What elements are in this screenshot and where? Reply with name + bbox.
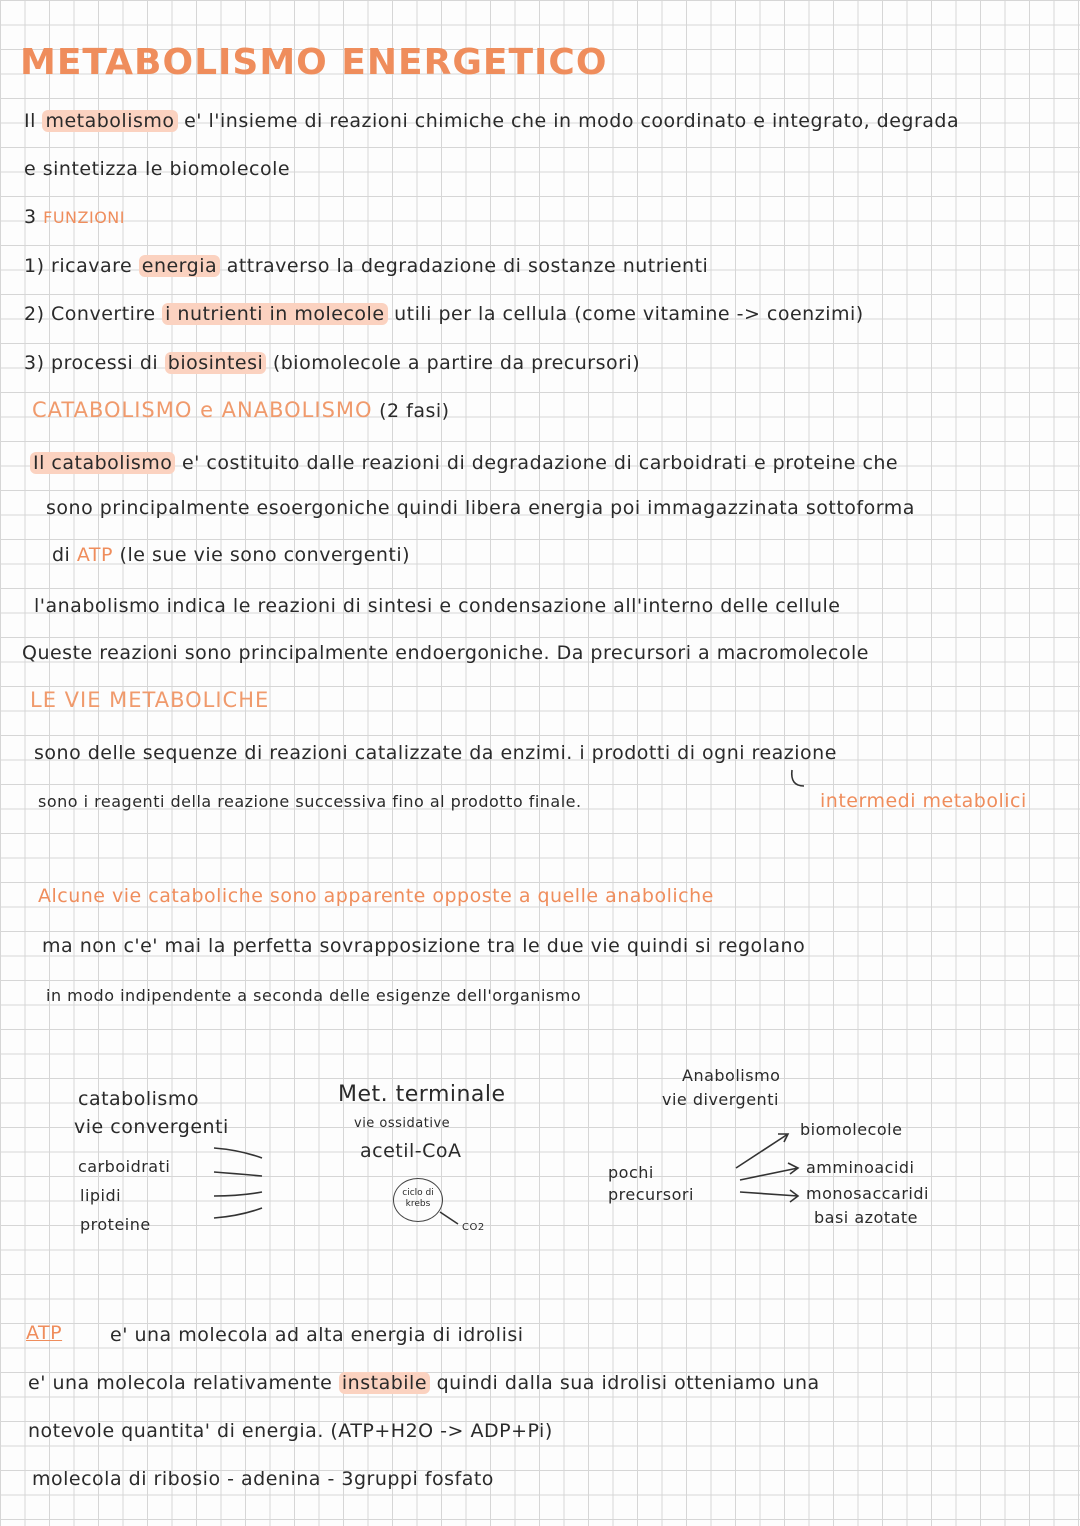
- f1-b: attraverso la degradazione di sostanze nutrienti: [226, 255, 709, 277]
- opposte-line-1: Alcune vie cataboliche sono apparente opposte a quelle anaboliche: [38, 885, 714, 907]
- f3-b: (biomolecole a partire da precursori): [272, 352, 641, 374]
- anabolismo-line-2: Queste reazioni sono principalmente endoergoniche. Da precursori a macromolecole: [22, 642, 869, 664]
- atp-l2-b: quindi dalla sua idrolisi otteniamo una: [436, 1372, 820, 1394]
- opposte-line-2: ma non c'e' mai la perfetta sovrapposizione tra le due vie quindi si regolano: [42, 935, 806, 957]
- atp-line-1: e' una molecola ad alta energia di idrolisi: [110, 1324, 524, 1346]
- ana-item-monosaccaridi: monosaccaridi: [806, 1184, 929, 1203]
- diagram-acetil: acetil-CoA: [360, 1140, 462, 1162]
- diverge-arrow-low-icon: [740, 1190, 798, 1202]
- vie-line-1: sono delle sequenze di reazioni catalizzate da enzimi. i prodotti di ogni reazione: [34, 742, 837, 764]
- diverge-arrow-mid-icon: [740, 1163, 798, 1180]
- cat-item-carboidrati: carboidrati: [78, 1157, 171, 1176]
- cat-ana-title: CATABOLISMO e ANABOLISMO: [32, 398, 373, 422]
- intermedi-note: intermedi metabolici: [820, 790, 1027, 812]
- funzione-1: [24, 255, 708, 277]
- highlight-energia: energia: [139, 255, 220, 277]
- intro-line-1: [24, 110, 959, 132]
- funzione-2: [24, 303, 864, 325]
- diagram-met-title: Met. terminale: [338, 1082, 506, 1107]
- atp-label: ATP: [76, 544, 113, 566]
- funzioni-label: FUNZIONI: [43, 208, 125, 227]
- pochi-precursori: pochi precursori: [608, 1163, 694, 1204]
- diagram-ana-title: Anabolismo: [682, 1066, 781, 1085]
- f3-a: 3) processi di: [24, 352, 159, 374]
- anabolismo-line-1: l'anabolismo indica le reazioni di sintesi e condensazione all'interno delle cellule: [34, 595, 841, 617]
- f2-b: utili per la cellula (come vitamine -> coenzimi): [394, 303, 864, 325]
- highlight-metabolismo: metabolismo: [42, 110, 177, 132]
- catabolismo-line-2: sono principalmente esoergoniche quindi libera energia poi immagazzinata sottoforma: [46, 497, 915, 519]
- diagram-cat-sub: vie convergenti: [74, 1116, 229, 1138]
- opposte-line-3: in modo indipendente a seconda delle esigenze dell'organismo: [46, 986, 582, 1005]
- vie-heading: LE VIE METABOLICHE: [30, 688, 270, 712]
- funzione-3: [24, 352, 640, 374]
- atp-line-2: [28, 1372, 820, 1394]
- vie-line-2: sono i reagenti della reazione successiva fino al prodotto finale.: [38, 792, 582, 811]
- atp-line-3: notevole quantita' di energia. (ATP+H2O -> ADP+Pi): [28, 1420, 553, 1442]
- funzioni-heading: [24, 206, 125, 228]
- intermedi-arrow-icon: [792, 770, 804, 786]
- c3-text: (le sue vie sono convergenti): [119, 544, 411, 566]
- co2-arrow-icon: [440, 1212, 458, 1224]
- cat-ana-heading: [32, 398, 450, 422]
- intro-il: Il: [24, 110, 36, 132]
- ana-item-amminoacidi: amminoacidi: [806, 1158, 915, 1177]
- highlight-catabolismo: Il catabolismo: [30, 452, 175, 474]
- diverge-arrow-up-icon: [736, 1134, 788, 1168]
- c3-di: di: [52, 544, 71, 566]
- diagram-met-sub: vie ossidative: [354, 1116, 451, 1131]
- cat-ana-note: (2 fasi): [379, 400, 450, 422]
- atp-heading: ATP: [26, 1322, 63, 1344]
- f2-a: 2) Convertire: [24, 303, 156, 325]
- cat-text-1: e' costituito dalle reazioni di degradazione di carboidrati e proteine che: [181, 452, 899, 474]
- converge-arrow-1-icon: [214, 1148, 262, 1158]
- atp-line-4: molecola di ribosio - adenina - 3gruppi fosfato: [32, 1468, 494, 1490]
- highlight-biosintesi: biosintesi: [165, 352, 267, 374]
- f1-a: 1) ricavare: [24, 255, 133, 277]
- cat-item-proteine: proteine: [80, 1215, 151, 1234]
- catabolismo-line-3: [52, 544, 410, 566]
- ana-item-basi: basi azotate: [814, 1208, 919, 1227]
- diagram-cat-title: catabolismo: [78, 1088, 199, 1110]
- diagram-ana-sub: vie divergenti: [662, 1090, 779, 1109]
- funzioni-number: 3: [24, 206, 37, 228]
- catabolismo-line-1: [30, 452, 898, 474]
- intro-line-2: e sintetizza le biomolecole: [24, 158, 291, 180]
- converge-arrow-3-icon: [214, 1192, 262, 1196]
- converge-arrow-4-icon: [214, 1208, 262, 1218]
- co2-label: CO2: [462, 1222, 485, 1233]
- atp-l2-a: e' una molecola relativamente: [28, 1372, 333, 1394]
- highlight-nutrienti: i nutrienti in molecole: [162, 303, 387, 325]
- krebs-cycle: ciclo di krebs: [393, 1178, 443, 1222]
- page-title: METABOLISMO ENERGETICO: [20, 42, 608, 83]
- intro-text: e' l'insieme di reazioni chimiche che in modo coordinato e integrato, degrada: [184, 110, 960, 132]
- cat-item-lipidi: lipidi: [80, 1186, 122, 1205]
- ana-item-biomolecole: biomolecole: [800, 1120, 903, 1139]
- highlight-instabile: instabile: [339, 1372, 430, 1394]
- converge-arrow-2-icon: [214, 1172, 262, 1176]
